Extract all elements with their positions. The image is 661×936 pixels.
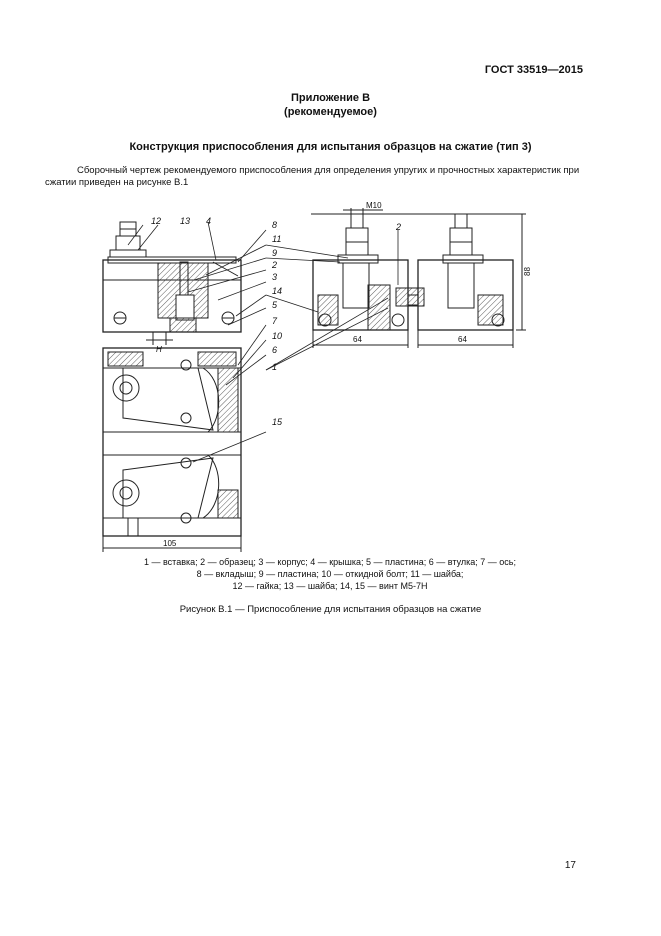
- front-view-right: [311, 208, 526, 348]
- legend-line-2: 8 — вкладыш; 9 — пластина; 10 — откидной болт; 11 — шайба;: [196, 569, 464, 579]
- legend-line-1: 1 — вставка; 2 — образец; 3 — корпус; 4 — крышка; 5 — пластина; 6 — втулка; 7 — ось;: [144, 557, 516, 567]
- callout-1: 1: [272, 362, 278, 372]
- dim-64-right: 64: [458, 335, 467, 344]
- callout-14: 14: [272, 286, 283, 296]
- assembly-drawing: [98, 200, 538, 555]
- standard-number: ГОСТ 33519—2015: [484, 64, 583, 76]
- dim-m10: М10: [366, 201, 382, 210]
- callout-2-right: 2: [396, 222, 402, 232]
- callout-5: 5: [272, 300, 278, 310]
- legend-line-3: 12 — гайка; 13 — шайба; 14, 15 — винт М5-7Н: [232, 581, 428, 591]
- callout-2: 2: [272, 260, 278, 270]
- dim-105: 105: [163, 539, 177, 548]
- page-number: 17: [564, 860, 576, 871]
- dim-h: H: [156, 345, 162, 354]
- plan-view: [103, 348, 241, 552]
- callout-4: 4: [206, 216, 212, 226]
- callout-9: 9: [272, 248, 278, 258]
- callout-11: 11: [272, 234, 282, 244]
- callout-12: 12: [151, 216, 162, 226]
- appendix-title: Приложение В: [290, 92, 371, 104]
- dim-64-left: 64: [353, 335, 362, 344]
- figure-caption: Рисунок В.1 — Приспособление для испытания образцов на сжатие: [179, 604, 482, 615]
- section-title: Конструкция приспособления для испытания образцов на сжатие (тип 3): [129, 141, 532, 153]
- callout-7: 7: [272, 316, 278, 326]
- callout-10: 10: [272, 331, 283, 341]
- callout-13: 13: [180, 216, 191, 226]
- dim-88: 88: [523, 267, 532, 276]
- figure-legend: [60, 556, 600, 592]
- callout-15: 15: [272, 417, 283, 427]
- intro-paragraph: Сборочный чертеж рекомендуемого приспособления для определения упругих и прочностных характеристик при сжатии приведен на рисунке В.1: [45, 165, 580, 188]
- callout-8: 8: [272, 220, 278, 230]
- callout-6: 6: [272, 345, 278, 355]
- appendix-subtitle: (рекомендуемое): [284, 106, 377, 118]
- appendix-heading: [0, 91, 661, 119]
- side-view-left: [103, 222, 241, 345]
- callout-3: 3: [272, 272, 278, 282]
